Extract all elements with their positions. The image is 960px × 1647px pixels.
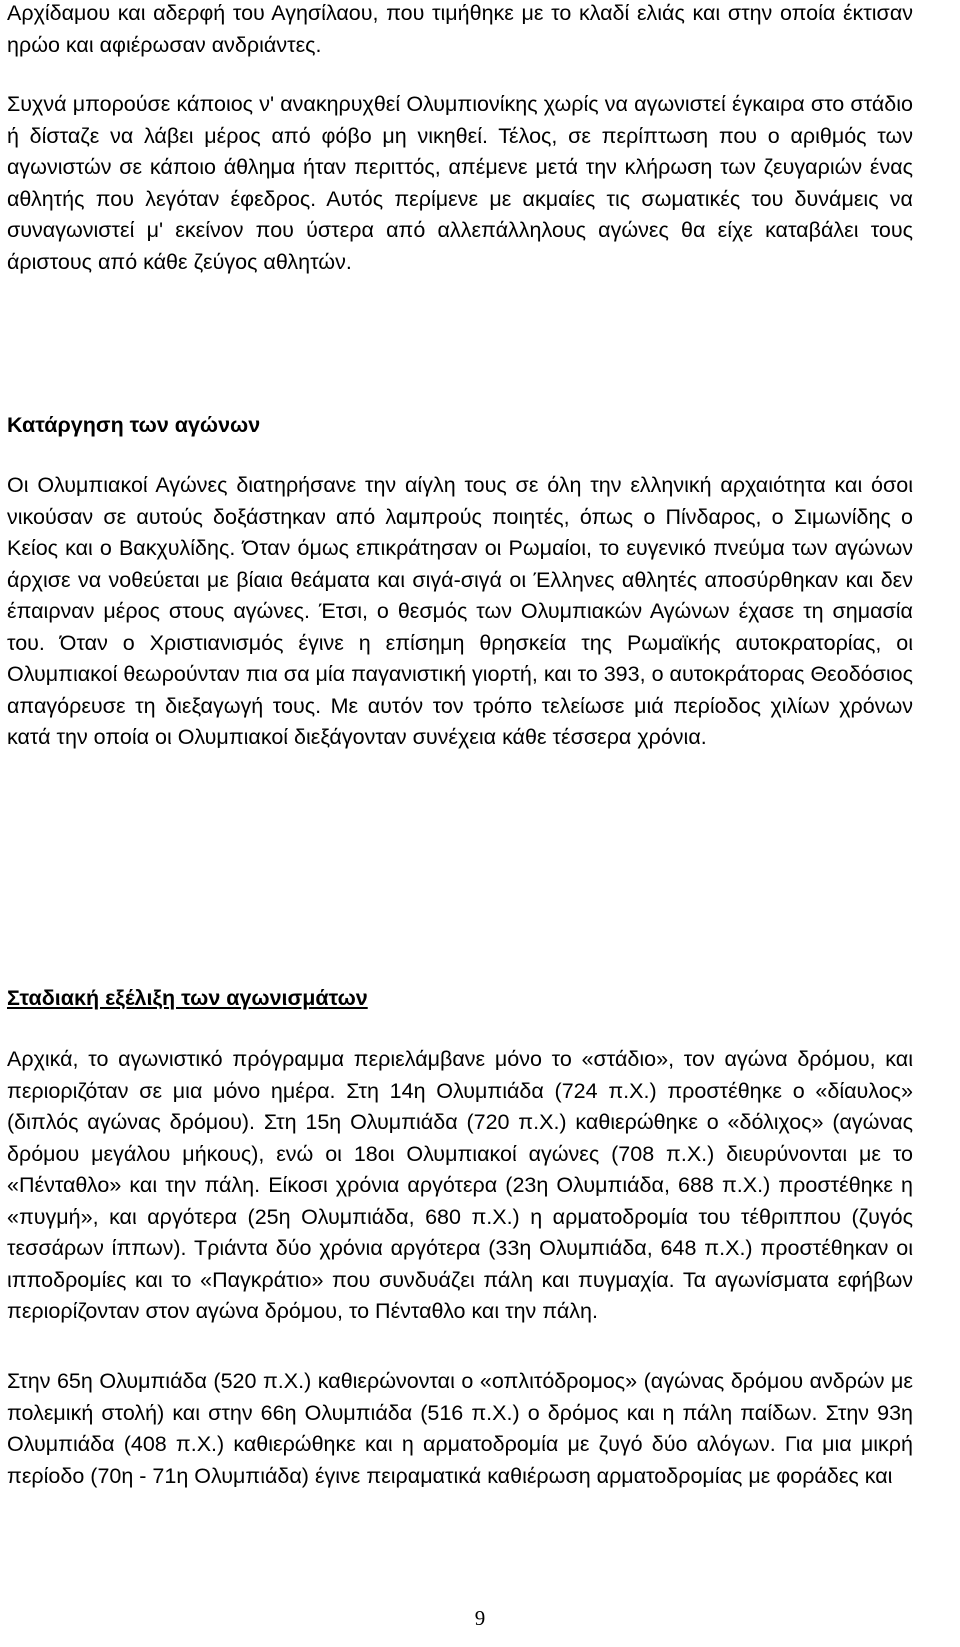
evolution-paragraph-2: Στην 65η Ολυμπιάδα (520 π.Χ.) καθιερώνονται ο «οπλιτόδρομος» (αγώνας δρόμου ανδρών με πολεμική στολή) και στην 66η Ολυμπιάδα (516 π.Χ.) ο δρόμος και η πάλη παίδων. Στην 93η Ολυμπιάδα (408 π.Χ.) καθιερώθηκε και η αρματοδρομία με ζυγό δύο αλόγων. Για μια μικρή περίοδο (70η - 71η Ολυμπιάδα) έγινε πειραματικά καθιέρωση αρματοδρομίας με φοράδες και [7, 1369, 913, 1488]
section-heading-abolition: Κατάργηση των αγώνων [7, 413, 261, 437]
evolution-paragraph-1: Αρχικά, το αγωνιστικό πρόγραμμα περιελάμβανε μόνο το «στάδιο», τον αγώνα δρόμου, και περιοριζόταν σε μια μόνο ημέρα. Στη 14η Ολυμπιάδα (724 π.Χ.) προστέθηκε ο «δίαυλος» (διπλός αγώνας δρόμου). Στη 15η Ολυμπιάδα (720 π.Χ.) καθιερώθηκε ο «δόλιχος» (αγώνας δρόμου μεγάλου μήκους), ενώ οι 18οι Ολυμπιακοί αγώνες (708 π.Χ.) διευρύνονται με το «Πένταθλο» και την πάλη. Είκοσι χρόνια αργότερα (23η Ολυμπιάδα, 688 π.Χ.) προστέθηκε η «πυγμή», και αργότερα (25η Ολυμπιάδα, 680 π.Χ.) η αρματοδρομία του τέθριππου (ζυγός τεσσάρων ίππων). Τριάντα δύο χρόνια αργότερα (33η Ολυμπιάδα, 648 π.Χ.) προστέθηκαν οι ιπποδρομίες και το «Παγκράτιο» που συνδυάζει πάλη και πυγμαχία. Τα αγωνίσματα εφήβων περιορίζονταν στον αγώνα δρόμου, το Πένταθλο και την πάλη. [7, 1047, 913, 1323]
intro-paragraph-1: Αρχίδαμου και αδερφή του Αγησίλαου, που τιμήθηκε με το κλαδί ελιάς και στην οποία έκτισαν ηρώο και αφιέρωσαν ανδριάντες. [7, 1, 913, 57]
section-heading-evolution: Σταδιακή εξέλιξη των αγωνισμάτων [7, 986, 368, 1010]
intro-paragraph-2: Συχνά μπορούσε κάποιος ν' ανακηρυχθεί Ολυμπιονίκης χωρίς να αγωνιστεί έγκαιρα στο στάδιο ή δίσταζε να λάβει μέρος από φόβο μη νικηθεί. Τέλος, σε περίπτωση που ο αριθμός των αγωνιστών σε κάποιο άθλημα ήταν περιττός, απέμενε μετά την κλήρωση των ζευγαριών ένας αθλητής που λεγόταν έφεδρος. Αυτός περίμενε με ακμαίες τις σωματικές του δυνάμεις να συναγωνιστεί μ' εκείνον που ύστερα από αλλεπάλληλους αγώνες θα είχε καταβάλει τους άριστους από κάθε ζεύγος αθλητών. [7, 92, 913, 274]
abolition-paragraph: Οι Ολυμπιακοί Αγώνες διατηρήσανε την αίγλη τους σε όλη την ελληνική αρχαιότητα και όσοι νικούσαν σε αυτούς δοξάστηκαν από λαμπρούς ποιητές, όπως ο Πίνδαρος, ο Σιμωνίδης ο Κείος και ο Βακχυλίδης. Όταν όμως επικράτησαν οι Ρωμαίοι, το ευγενικό πνεύμα των αγώνων άρχισε να νοθεύεται με βίαια θεάματα και σιγά-σιγά οι Έλληνες αθλητές αποσύρθηκαν και δεν έπαιρναν μέρος στους αγώνες. Έτσι, ο θεσμός των Ολυμπιακών Αγώνων έχασε τη σημασία του. Όταν ο Χριστιανισμός έγινε η επίσημη θρησκεία της Ρωμαϊκής αυτοκρατορίας, οι Ολυμπιακοί θεωρούνταν πια σα μία παγανιστική γιορτή, και το 393, ο αυτοκράτορας Θεοδόσιος απαγόρευσε τη διεξαγωγή τους. Με αυτόν τον τρόπο τελείωσε μιά περίοδος χιλίων χρόνων κατά την οποία οι Ολυμπιακοί διεξάγονταν συνέχεια κάθε τέσσερα χρόνια. [7, 473, 913, 749]
page-number: 9 [474, 1606, 486, 1630]
